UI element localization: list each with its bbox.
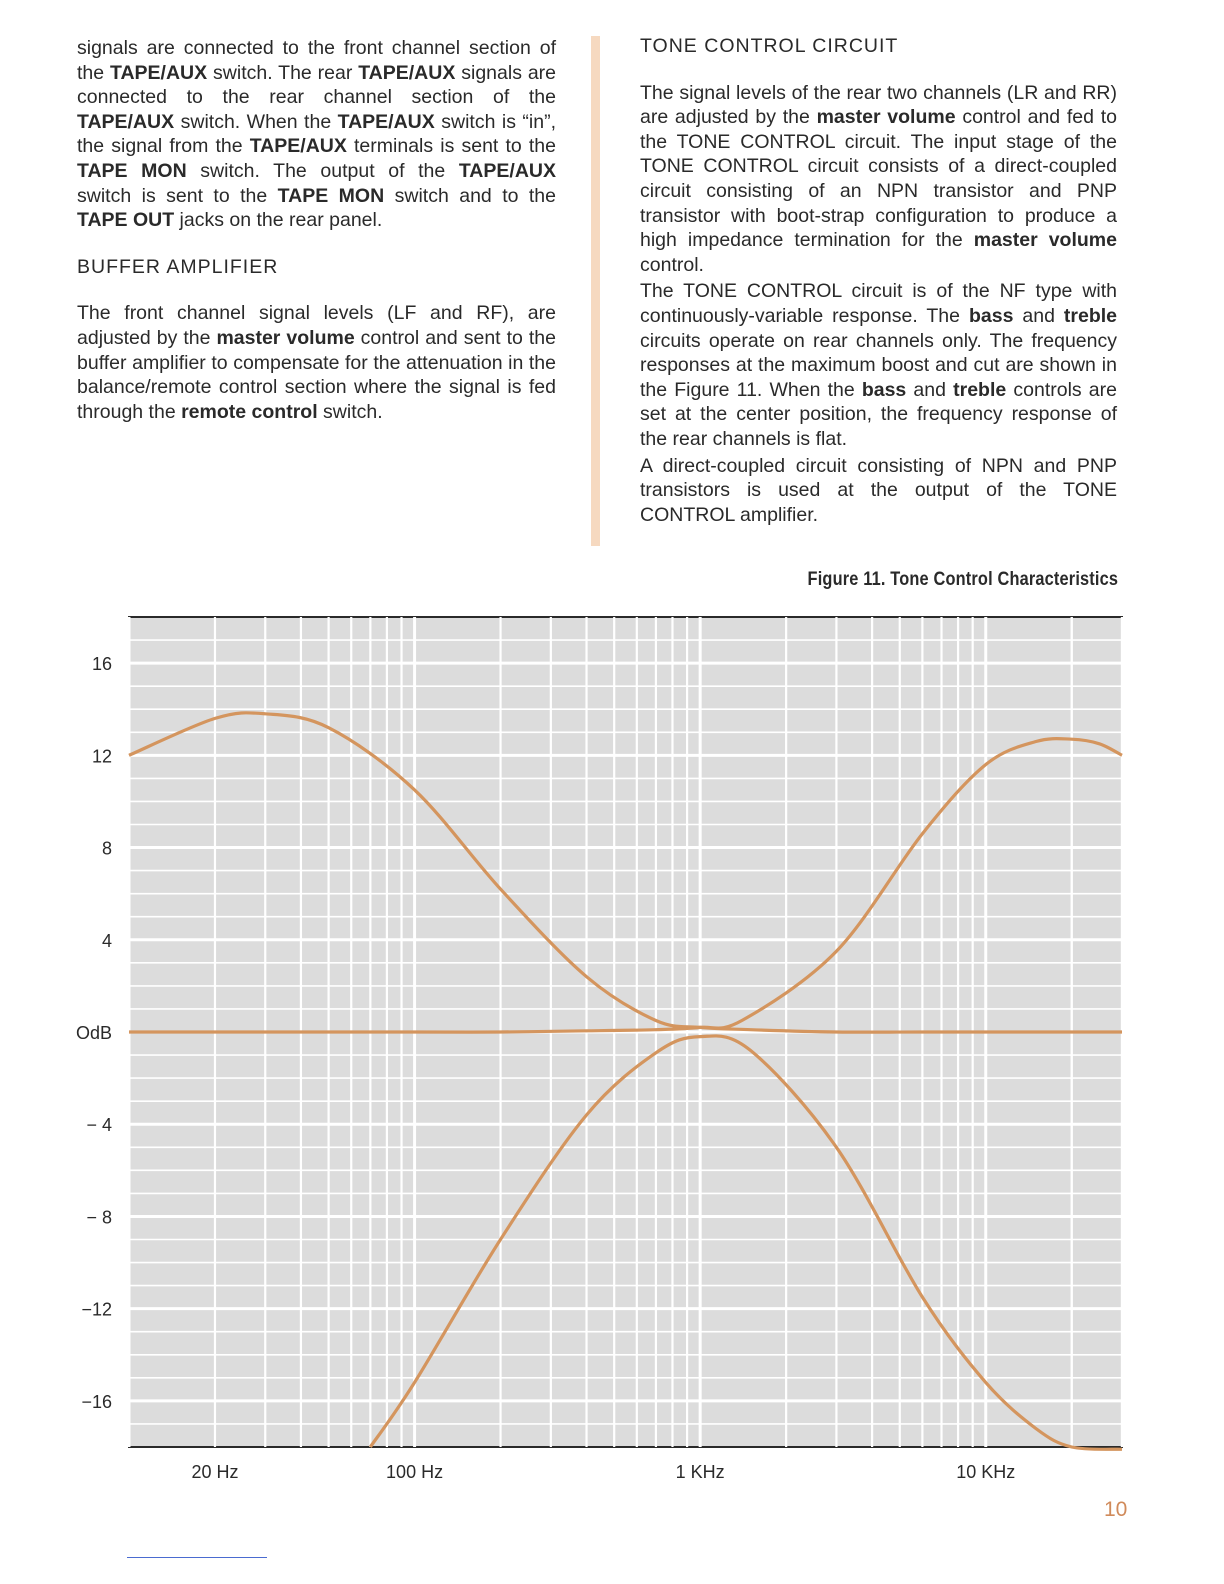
bold-term: treble: [953, 378, 1007, 401]
text-run: and: [906, 378, 954, 401]
text-run: control and fed to the TONE CONTROL circuit. The input stage of the TONE CONTROL circuit consists of a direct-coupled circuit consisting of an NPN transistor and PNP transistor with boot-strap configuration to produce a high impedance termination for the: [640, 106, 1117, 252]
text-run: The TONE CONTROL circuit is of the NF type with continuously-variable response. The: [640, 280, 1117, 327]
text-run: The front channel signal levels (LF and RF), are adjusted by the: [77, 302, 556, 349]
x-tick-label: 1 KHz: [675, 1462, 725, 1482]
text-run: control.: [640, 253, 704, 276]
figure-caption: Figure 11. Tone Control Characteristics: [807, 569, 1118, 590]
text-run: signals are connected to the rear channel section of the: [77, 61, 557, 109]
y-tick-label: 12: [91, 746, 112, 767]
buffer-amplifier-heading: BUFFER AMPLIFIER: [77, 255, 279, 278]
y-tick-label: − 8: [86, 1207, 112, 1228]
text-run: switch. When the: [174, 110, 338, 133]
text-run: controls are set at the center position, the frequency response of the rear channels is flat.: [640, 378, 1117, 450]
text-run: switch is sent to the: [77, 184, 278, 207]
bold-term: TAPE OUT: [77, 209, 175, 232]
y-tick-label: OdB: [75, 1023, 112, 1043]
x-tick-label: 20 Hz: [191, 1462, 239, 1482]
bold-term: TAPE/AUX: [110, 61, 208, 84]
bold-term: TAPE/AUX: [337, 110, 435, 133]
bold-term: remote control: [181, 400, 318, 423]
bold-term: TAPE MON: [277, 184, 385, 207]
bold-term: bass: [968, 304, 1014, 327]
text-run: signals are connected to the front channel section of the: [77, 37, 556, 84]
bold-term: TAPE/AUX: [458, 159, 556, 182]
y-tick-label: 16: [91, 654, 112, 675]
tone-control-heading: TONE CONTROL CIRCUIT: [640, 35, 899, 57]
y-tick-label: − 4: [86, 1115, 112, 1136]
bold-term: master volume: [216, 326, 355, 349]
text-run: jacks on the rear panel.: [174, 209, 383, 232]
text-run: and: [1013, 304, 1064, 327]
footer-rule: [127, 1557, 267, 1558]
bold-term: treble: [1063, 304, 1117, 327]
x-tick-label: 10 KHz: [956, 1462, 1016, 1482]
bold-term: TAPE/AUX: [358, 61, 456, 84]
bold-term: master volume: [973, 229, 1117, 252]
bold-term: TAPE MON: [77, 159, 187, 182]
text-run: A direct-coupled circuit consisting of NPN and PNP transistors is used at the output of the TONE CONTROL amplifier.: [640, 454, 1117, 526]
text-run: switch is “in”, the signal from the: [77, 110, 556, 158]
text-run: circuits operate on rear channels only. The frequency responses at the maximum boost and cut are shown in the Figure 11. When the: [640, 329, 1117, 401]
text-run: switch. The output of the: [186, 159, 459, 182]
y-tick-label: 8: [101, 838, 112, 859]
text-run: control and sent to the buffer amplifier to compensate for the attenuation in the balance/remote control section where the signal is fed through the: [77, 326, 556, 423]
text-run: switch.: [317, 400, 383, 423]
text-run: switch and to the: [384, 184, 556, 207]
y-tick-label: 4: [101, 930, 112, 951]
bold-term: TAPE/AUX: [249, 135, 347, 158]
y-tick-label: −12: [81, 1299, 112, 1320]
y-tick-label: −16: [81, 1391, 112, 1412]
bold-term: master volume: [816, 106, 956, 129]
bold-term: TAPE/AUX: [77, 110, 175, 133]
page-number: 10: [1104, 1498, 1128, 1521]
text-run: switch. The rear: [207, 61, 359, 84]
x-tick-label: 100 Hz: [386, 1462, 444, 1482]
text-run: The signal levels of the rear two channels (LR and RR) are adjusted by the: [640, 81, 1117, 129]
text-run: terminals is sent to the: [346, 135, 556, 158]
bold-term: bass: [861, 378, 907, 401]
